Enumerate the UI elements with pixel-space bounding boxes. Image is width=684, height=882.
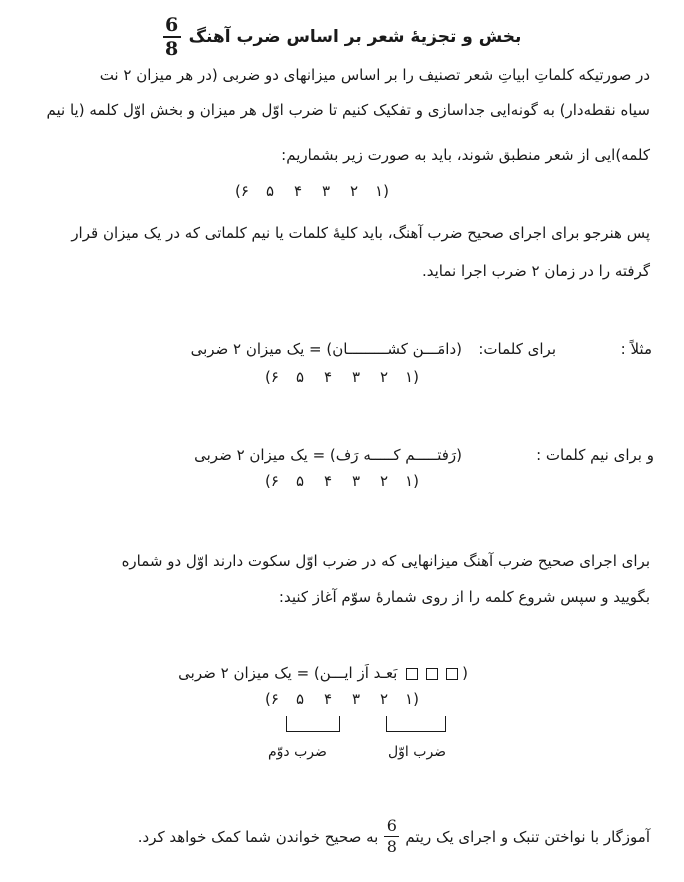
footer-after: به صحیح خواندن شما کمک خواهد کرد. — [137, 827, 379, 846]
time-signature-numerator: 6 — [164, 14, 179, 36]
rest-rule-line-2: بگویید و سپس شروع کلمه را از روی شمارهٔ سوّم آغاز کنید: — [278, 588, 650, 606]
intro-line-3: کلمه)‌ایی از شعر منطبق شوند، باید به صورت زیر بشماریم: — [281, 146, 650, 164]
title-text: بخش و تجزیهٔ شعر بر اساس ضرب آهنگ — [188, 27, 522, 47]
example2-phrase: (رَفتـــــم کـــــه رَف) = یک میزان ۲ ضربی — [194, 446, 462, 464]
beat1-label: ضرب اوّل — [388, 744, 447, 760]
intro-line-2: سیاه نقطه‌دار) به گونه‌ایی جداسازی و تفکیک کنیم تا ضرب اوّل هر میزان و بخش اوّل کلمه (یا نیم — [46, 101, 650, 119]
rest-box-1 — [446, 668, 458, 680]
example3-open-paren: ( — [462, 664, 468, 682]
time-signature-denominator: 8 — [164, 38, 179, 60]
footer-sentence — [138, 818, 650, 855]
rest-box-2 — [426, 668, 438, 680]
rule-line-2: گرفته را در زمان ۲ ضرب اجرا نماید. — [421, 262, 650, 280]
rest-box-3 — [406, 668, 418, 680]
example1-phrase: (دامَـــن کشـــــــــان) = یک میزان ۲ ضربی — [190, 340, 462, 358]
footer-time-signature: $\frac{6}{8}$ — [384, 818, 399, 855]
beat2-label: ضرب دوّم — [268, 744, 327, 760]
footer-before: آموزگار با نواختن تنبک و اجرای یک ریتم — [405, 827, 650, 846]
example3-phrase: بَعـد اَز ایـــن) = یک میزان ۲ ضربی — [178, 664, 398, 682]
counting-row-example2: (۱۲۳۴۵۶) — [265, 472, 419, 490]
example3-phrase-row — [178, 664, 468, 682]
beat2-bracket — [286, 716, 340, 732]
page-title — [0, 16, 684, 58]
rest-rule-line-1: برای اجرای صحیح ضرب آهنگ میزانهایی که در ضرب اوّل سکوت دارند اوّل دو شماره — [121, 552, 650, 570]
counting-row-example1: (۱۲۳۴۵۶) — [265, 368, 419, 386]
example1-lead: مثلاً : — [620, 340, 652, 358]
example2-label: و برای نیم کلمات : — [536, 446, 654, 464]
rule-line-1: پس هنرجو برای اجرای صحیح ضرب آهنگ، باید کلیهٔ کلمات یا نیم کلماتی که در یک میزان قرار — [71, 224, 650, 242]
counting-row-example3: (۱۲۳۴۵۶) — [265, 690, 419, 708]
intro-line-1: در صورتیکه کلماتِ ابیاتِ شعر تصنیف را بر اساس میزانهای دو ضربی (در هر میزان ۲ نت — [99, 66, 650, 84]
counting-row-intro: (۱۲۳۴۵۶) — [235, 182, 389, 200]
time-signature — [163, 16, 181, 58]
example1-label: برای کلمات: — [478, 340, 556, 358]
beat1-bracket — [386, 716, 446, 732]
